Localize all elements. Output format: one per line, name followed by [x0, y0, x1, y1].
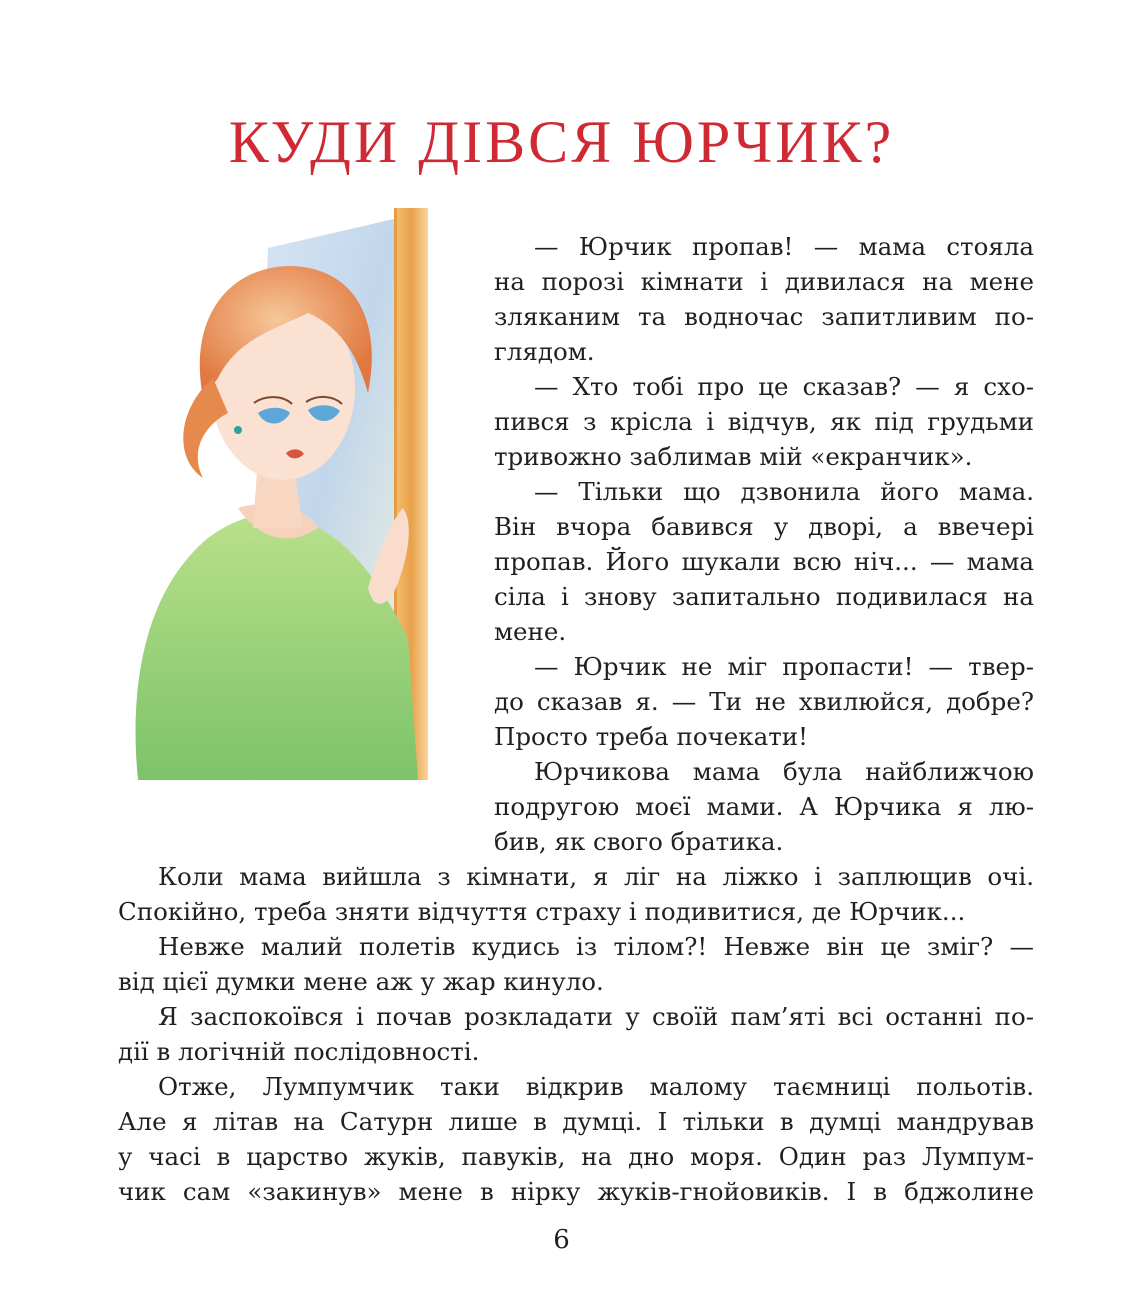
text-line: мене. — [494, 617, 567, 646]
text-line: — Тільки що дзвонила його мама. — [534, 477, 1034, 506]
text-line: Невже малий полетів кудись із тілом?! Невже він це зміг? — — [158, 932, 1034, 961]
text-line: чик сам «закинув» мене в нірку жуків-гнойовиків. І в бджолине — [118, 1177, 1034, 1206]
text-line: дії в логічній послідовності. — [118, 1037, 480, 1066]
text-line: Коли мама вийшла з кімнати, я ліг на ліжко і заплющив очі. — [158, 862, 1034, 891]
text-line: від цієї думки мене аж у жар кинуло. — [118, 967, 604, 996]
text-line: пився з крісла і відчув, як під грудьми — [494, 407, 1034, 436]
woman-at-door-illustration — [118, 208, 478, 780]
text-line: глядом. — [494, 337, 595, 366]
text-line: зляканим та водночас запитливим по- — [494, 302, 1034, 331]
text-line: Отже, Лумпумчик таки відкрив малому таємниці польотів. — [158, 1072, 1034, 1101]
text-line: пропав. Його шукали всю ніч... — мама — [494, 547, 1034, 576]
text-line: до сказав я. — Ти не хвилюйся, добре? — [494, 687, 1034, 716]
page-number: 6 — [553, 1225, 570, 1255]
text-line: Спокійно, треба зняти відчуття страху і подивитися, де Юрчик... — [118, 897, 966, 926]
chapter-title: КУДИ ДІВСЯ ЮРЧИК? — [228, 109, 895, 175]
text-line: Я заспокоївся і почав розкладати у своїй пам’яті всі останні по- — [158, 1002, 1034, 1031]
text-line: Юрчикова мама була найближчою — [534, 757, 1034, 786]
text-line: Але я літав на Сатурн лише в думці. І тільки в думці мандрував — [118, 1107, 1034, 1136]
text-line: тривожно заблимав мій «екранчик». — [494, 442, 973, 471]
text-line: Він вчора бавився у дворі, а ввечері — [494, 512, 1034, 541]
text-line: на порозі кімнати і дивилася на мене — [494, 267, 1034, 296]
text-line: Просто треба почекати! — [494, 722, 808, 751]
text-line: сіла і знову запитально подивилася на — [494, 582, 1034, 611]
text-line: — Хто тобі про це сказав? — я схо- — [534, 372, 1034, 401]
text-line: бив, як свого братика. — [494, 827, 784, 856]
text-line: у часі в царство жуків, павуків, на дно моря. Один раз Лумпум- — [118, 1142, 1034, 1171]
text-line: — Юрчик не міг пропасти! — твер- — [534, 652, 1034, 681]
text-line: подругою моєї мами. А Юрчика я лю- — [494, 792, 1034, 821]
text-line: — Юрчик пропав! — мама стояла — [534, 232, 1034, 261]
